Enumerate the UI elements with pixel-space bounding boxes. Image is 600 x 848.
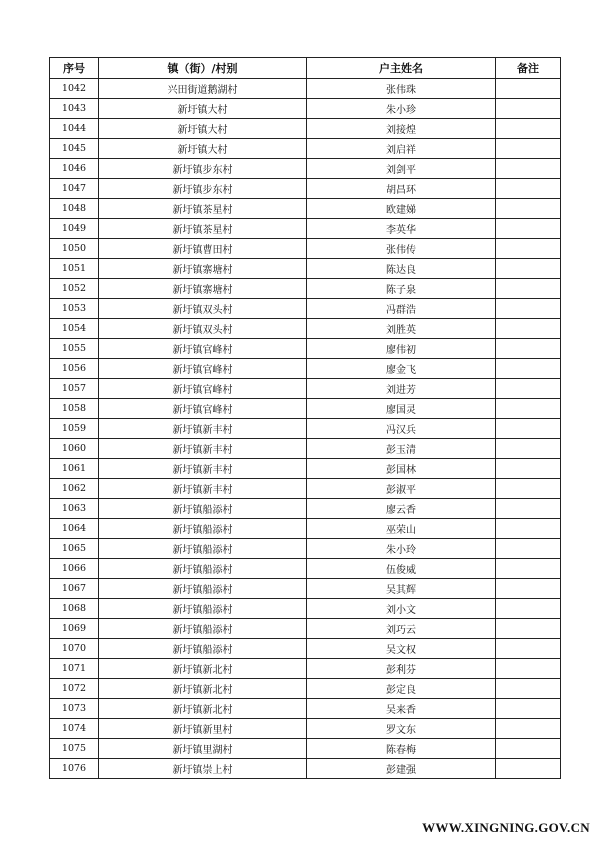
cell-note — [496, 259, 561, 279]
cell-town: 新圩镇双头村 — [99, 319, 307, 339]
cell-town: 新圩镇官峰村 — [99, 359, 307, 379]
cell-seq: 1075 — [50, 739, 99, 759]
cell-note — [496, 139, 561, 159]
cell-seq: 1051 — [50, 259, 99, 279]
cell-note — [496, 659, 561, 679]
cell-name: 罗文东 — [307, 719, 496, 739]
table-row — [50, 439, 561, 459]
table-row — [50, 299, 561, 319]
cell-note — [496, 379, 561, 399]
header-seq: 序号 — [50, 58, 99, 79]
cell-seq: 1064 — [50, 519, 99, 539]
cell-town: 新圩镇新北村 — [99, 659, 307, 679]
cell-seq: 1047 — [50, 179, 99, 199]
cell-note — [496, 759, 561, 779]
cell-town: 新圩镇曹田村 — [99, 239, 307, 259]
cell-town: 新圩镇船添村 — [99, 519, 307, 539]
cell-seq: 1048 — [50, 199, 99, 219]
cell-note — [496, 99, 561, 119]
cell-name: 巫荣山 — [307, 519, 496, 539]
cell-town: 新圩镇新北村 — [99, 679, 307, 699]
cell-seq: 1052 — [50, 279, 99, 299]
site-watermark: WWW.XINGNING.GOV.CN — [422, 820, 590, 835]
cell-note — [496, 739, 561, 759]
cell-seq: 1065 — [50, 539, 99, 559]
cell-town: 新圩镇船添村 — [99, 539, 307, 559]
table-row — [50, 579, 561, 599]
cell-note — [496, 179, 561, 199]
cell-note — [496, 239, 561, 259]
table-row — [50, 759, 561, 779]
cell-town: 新圩镇大村 — [99, 119, 307, 139]
cell-town: 新圩镇船添村 — [99, 499, 307, 519]
table-row — [50, 339, 561, 359]
cell-note — [496, 339, 561, 359]
cell-name: 胡昌环 — [307, 179, 496, 199]
cell-note — [496, 499, 561, 519]
cell-note — [496, 219, 561, 239]
cell-note — [496, 119, 561, 139]
cell-name: 李英华 — [307, 219, 496, 239]
cell-name: 欧建娣 — [307, 199, 496, 219]
cell-note — [496, 699, 561, 719]
cell-seq: 1074 — [50, 719, 99, 739]
cell-note — [496, 279, 561, 299]
cell-town: 新圩镇船添村 — [99, 619, 307, 639]
table-row — [50, 459, 561, 479]
cell-note — [496, 79, 561, 99]
table-row — [50, 619, 561, 639]
table-row — [50, 659, 561, 679]
cell-town: 新圩镇船添村 — [99, 579, 307, 599]
cell-name: 刘胜英 — [307, 319, 496, 339]
table-header-row — [50, 58, 561, 79]
cell-seq: 1054 — [50, 319, 99, 339]
header-town: 镇（街）/村别 — [99, 58, 307, 79]
table-body — [50, 79, 561, 779]
cell-town: 新圩镇新丰村 — [99, 439, 307, 459]
cell-name: 彭利芬 — [307, 659, 496, 679]
cell-seq: 1045 — [50, 139, 99, 159]
table-row — [50, 739, 561, 759]
cell-seq: 1057 — [50, 379, 99, 399]
cell-town: 新圩镇步东村 — [99, 159, 307, 179]
table-row — [50, 699, 561, 719]
cell-seq: 1060 — [50, 439, 99, 459]
cell-town: 新圩镇官峰村 — [99, 399, 307, 419]
cell-note — [496, 599, 561, 619]
cell-name: 刘启祥 — [307, 139, 496, 159]
table-row — [50, 379, 561, 399]
cell-name: 陈子泉 — [307, 279, 496, 299]
cell-note — [496, 399, 561, 419]
cell-town: 新圩镇茶星村 — [99, 199, 307, 219]
table-row — [50, 119, 561, 139]
cell-seq: 1055 — [50, 339, 99, 359]
cell-name: 张伟珠 — [307, 79, 496, 99]
cell-note — [496, 539, 561, 559]
cell-note — [496, 619, 561, 639]
cell-seq: 1053 — [50, 299, 99, 319]
cell-note — [496, 299, 561, 319]
cell-seq: 1043 — [50, 99, 99, 119]
cell-name: 廖国灵 — [307, 399, 496, 419]
table-row — [50, 519, 561, 539]
table-row — [50, 99, 561, 119]
cell-name: 吴其辉 — [307, 579, 496, 599]
table-row — [50, 559, 561, 579]
cell-town: 新圩镇船添村 — [99, 639, 307, 659]
cell-town: 新圩镇新丰村 — [99, 419, 307, 439]
cell-town: 新圩镇寨塘村 — [99, 279, 307, 299]
cell-name: 廖金飞 — [307, 359, 496, 379]
table-row — [50, 499, 561, 519]
table-row — [50, 239, 561, 259]
table-row — [50, 539, 561, 559]
cell-note — [496, 359, 561, 379]
cell-name: 彭定良 — [307, 679, 496, 699]
cell-name: 冯群浩 — [307, 299, 496, 319]
cell-name: 朱小玲 — [307, 539, 496, 559]
cell-seq: 1056 — [50, 359, 99, 379]
cell-name: 刘小文 — [307, 599, 496, 619]
table-row — [50, 319, 561, 339]
cell-seq: 1069 — [50, 619, 99, 639]
cell-town: 新圩镇崇上村 — [99, 759, 307, 779]
table-row — [50, 399, 561, 419]
cell-note — [496, 679, 561, 699]
cell-name: 刘进芳 — [307, 379, 496, 399]
cell-seq: 1061 — [50, 459, 99, 479]
cell-name: 张伟传 — [307, 239, 496, 259]
cell-seq: 1067 — [50, 579, 99, 599]
cell-note — [496, 579, 561, 599]
cell-seq: 1076 — [50, 759, 99, 779]
table-row — [50, 419, 561, 439]
cell-name: 伍俊威 — [307, 559, 496, 579]
household-table — [49, 57, 561, 779]
cell-seq: 1049 — [50, 219, 99, 239]
table-row — [50, 259, 561, 279]
table-row — [50, 719, 561, 739]
table-row — [50, 639, 561, 659]
cell-town: 新圩镇新北村 — [99, 699, 307, 719]
table-row — [50, 139, 561, 159]
cell-town: 新圩镇官峰村 — [99, 339, 307, 359]
header-name: 户主姓名 — [307, 58, 496, 79]
cell-name: 彭建强 — [307, 759, 496, 779]
cell-name: 彭淑平 — [307, 479, 496, 499]
cell-name: 刘接煌 — [307, 119, 496, 139]
cell-town: 兴田街道鹅湖村 — [99, 79, 307, 99]
cell-seq: 1046 — [50, 159, 99, 179]
cell-note — [496, 719, 561, 739]
cell-town: 新圩镇步东村 — [99, 179, 307, 199]
cell-seq: 1073 — [50, 699, 99, 719]
cell-town: 新圩镇寨塘村 — [99, 259, 307, 279]
cell-seq: 1063 — [50, 499, 99, 519]
cell-town: 新圩镇茶星村 — [99, 219, 307, 239]
table-row — [50, 179, 561, 199]
cell-town: 新圩镇船添村 — [99, 559, 307, 579]
cell-name: 陈春梅 — [307, 739, 496, 759]
header-note: 备注 — [496, 58, 561, 79]
cell-seq: 1071 — [50, 659, 99, 679]
cell-note — [496, 519, 561, 539]
cell-seq: 1044 — [50, 119, 99, 139]
table-row — [50, 79, 561, 99]
cell-note — [496, 419, 561, 439]
table-row — [50, 599, 561, 619]
cell-town: 新圩镇新丰村 — [99, 459, 307, 479]
cell-town: 新圩镇双头村 — [99, 299, 307, 319]
cell-note — [496, 559, 561, 579]
cell-seq: 1068 — [50, 599, 99, 619]
cell-seq: 1058 — [50, 399, 99, 419]
cell-name: 彭国林 — [307, 459, 496, 479]
cell-town: 新圩镇里湖村 — [99, 739, 307, 759]
cell-town: 新圩镇大村 — [99, 139, 307, 159]
cell-note — [496, 479, 561, 499]
cell-seq: 1070 — [50, 639, 99, 659]
cell-seq: 1050 — [50, 239, 99, 259]
table-row — [50, 199, 561, 219]
table-row — [50, 219, 561, 239]
cell-seq: 1042 — [50, 79, 99, 99]
cell-seq: 1059 — [50, 419, 99, 439]
cell-note — [496, 439, 561, 459]
table-row — [50, 359, 561, 379]
cell-note — [496, 159, 561, 179]
table-row — [50, 159, 561, 179]
cell-name: 吴来香 — [307, 699, 496, 719]
cell-seq: 1066 — [50, 559, 99, 579]
cell-note — [496, 459, 561, 479]
cell-note — [496, 319, 561, 339]
table-row — [50, 279, 561, 299]
cell-name: 冯汉兵 — [307, 419, 496, 439]
cell-seq: 1062 — [50, 479, 99, 499]
cell-town: 新圩镇新里村 — [99, 719, 307, 739]
cell-town: 新圩镇官峰村 — [99, 379, 307, 399]
cell-name: 刘巧云 — [307, 619, 496, 639]
cell-town: 新圩镇大村 — [99, 99, 307, 119]
table-row — [50, 679, 561, 699]
cell-note — [496, 639, 561, 659]
cell-name: 朱小珍 — [307, 99, 496, 119]
cell-name: 廖伟初 — [307, 339, 496, 359]
cell-town: 新圩镇新丰村 — [99, 479, 307, 499]
cell-name: 刘剑平 — [307, 159, 496, 179]
cell-name: 吴文权 — [307, 639, 496, 659]
cell-name: 陈达良 — [307, 259, 496, 279]
cell-town: 新圩镇船添村 — [99, 599, 307, 619]
cell-name: 彭玉清 — [307, 439, 496, 459]
cell-note — [496, 199, 561, 219]
cell-name: 廖云香 — [307, 499, 496, 519]
table-row — [50, 479, 561, 499]
cell-seq: 1072 — [50, 679, 99, 699]
